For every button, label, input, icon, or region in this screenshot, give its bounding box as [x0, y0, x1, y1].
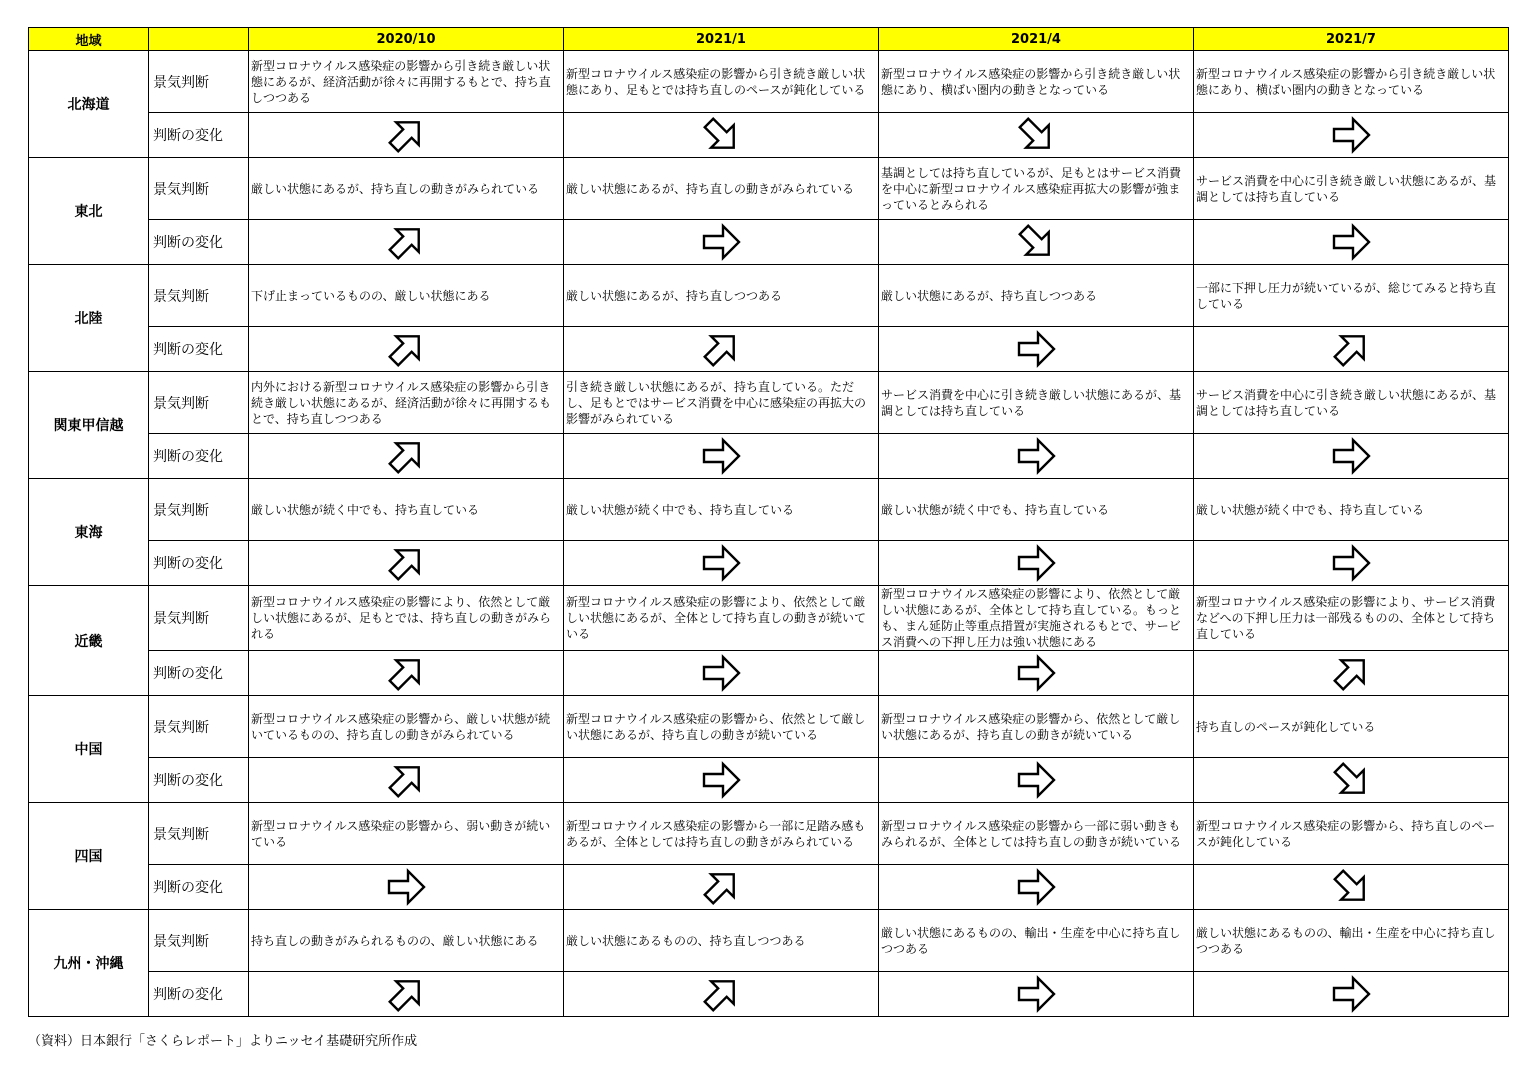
- arrow-up-right-icon: [699, 327, 743, 371]
- table-row: [29, 758, 1509, 803]
- arrow-up-right-icon: [699, 865, 743, 909]
- judgment-cell: 引き続き厳しい状態にあるが、持ち直している。ただし、足もとではサービス消費を中心に感染症の再拡大の影響がみられている: [564, 372, 879, 434]
- judgment-cell: 新型コロナウイルス感染症の影響から、弱い動きが続いている: [249, 803, 564, 865]
- arrow-up-right-icon: [699, 972, 743, 1016]
- judgment-cell: 新型コロナウイルス感染症の影響から、厳しい状態が続いているものの、持ち直しの動きがみられている: [249, 696, 564, 758]
- judgment-cell: 基調としては持ち直しているが、足もとはサービス消費を中心に新型コロナウイルス感染症再拡大の影響が強まっているとみられる: [879, 158, 1194, 220]
- change-cell: [564, 541, 879, 586]
- change-cell: [249, 220, 564, 265]
- change-cell: [879, 220, 1194, 265]
- regional-economy-table: [28, 27, 1509, 1017]
- arrow-right-icon: [1014, 541, 1058, 585]
- change-cell: [1194, 758, 1509, 803]
- judgment-cell: 新型コロナウイルス感染症の影響により、依然として厳しい状態にあるが、足もとでは、持ち直しの動きがみられる: [249, 586, 564, 651]
- change-cell: [564, 865, 879, 910]
- judgment-cell: 厳しい状態が続く中でも、持ち直している: [249, 479, 564, 541]
- arrow-right-icon: [699, 758, 743, 802]
- table-row: [29, 265, 1509, 327]
- region-name: 近畿: [29, 586, 149, 696]
- table-body: [29, 51, 1509, 1017]
- table-row: [29, 434, 1509, 479]
- change-cell: [879, 972, 1194, 1017]
- arrow-up-right-icon: [1329, 651, 1373, 695]
- judgment-label: 景気判断: [149, 586, 249, 651]
- arrow-up-right-icon: [384, 651, 428, 695]
- arrow-up-right-icon: [384, 758, 428, 802]
- judgment-cell: 厳しい状態にあるが、持ち直しつつある: [564, 265, 879, 327]
- arrow-right-icon: [699, 651, 743, 695]
- header-period: 2021/4: [879, 28, 1194, 51]
- change-label: 判断の変化: [149, 758, 249, 803]
- change-cell: [879, 651, 1194, 696]
- judgment-cell: 新型コロナウイルス感染症の影響から引き続き厳しい状態にあり、足もとでは持ち直しのペースが鈍化している: [564, 51, 879, 113]
- table-row: [29, 479, 1509, 541]
- change-cell: [249, 541, 564, 586]
- arrow-right-icon: [1329, 113, 1373, 157]
- change-cell: [879, 865, 1194, 910]
- arrow-up-right-icon: [384, 541, 428, 585]
- source-note: （資料）日本銀行「さくらレポート」よりニッセイ基礎研究所作成: [28, 1034, 418, 1049]
- table-row: [29, 651, 1509, 696]
- arrow-right-icon: [1014, 434, 1058, 478]
- judgment-cell: 新型コロナウイルス感染症の影響から引き続き厳しい状態にあるが、経済活動が徐々に再開するもとで、持ち直しつつある: [249, 51, 564, 113]
- change-cell: [879, 758, 1194, 803]
- judgment-cell: 新型コロナウイルス感染症の影響から、持ち直しのペースが鈍化している: [1194, 803, 1509, 865]
- change-label: 判断の変化: [149, 865, 249, 910]
- change-cell: [1194, 327, 1509, 372]
- report-container: [28, 27, 1509, 1017]
- arrow-down-right-icon: [1014, 220, 1058, 264]
- table-row: [29, 972, 1509, 1017]
- change-cell: [249, 972, 564, 1017]
- judgment-cell: 新型コロナウイルス感染症の影響により、依然として厳しい状態にあるが、全体として持ち直しの動きが続いている: [564, 586, 879, 651]
- change-cell: [249, 758, 564, 803]
- change-cell: [249, 327, 564, 372]
- arrow-right-icon: [1329, 972, 1373, 1016]
- judgment-cell: 厳しい状態が続く中でも、持ち直している: [564, 479, 879, 541]
- arrow-down-right-icon: [1329, 758, 1373, 802]
- judgment-cell: 厳しい状態にあるが、持ち直しの動きがみられている: [249, 158, 564, 220]
- table-row: [29, 910, 1509, 972]
- change-cell: [249, 434, 564, 479]
- table-row: [29, 113, 1509, 158]
- change-label: 判断の変化: [149, 113, 249, 158]
- change-label: 判断の変化: [149, 972, 249, 1017]
- change-label: 判断の変化: [149, 327, 249, 372]
- judgment-cell: 持ち直しのペースが鈍化している: [1194, 696, 1509, 758]
- table-row: [29, 158, 1509, 220]
- arrow-up-right-icon: [384, 434, 428, 478]
- region-name: 関東甲信越: [29, 372, 149, 479]
- header-period: 2021/1: [564, 28, 879, 51]
- arrow-right-icon: [1014, 865, 1058, 909]
- arrow-up-right-icon: [1329, 327, 1373, 371]
- table-row: [29, 586, 1509, 651]
- judgment-label: 景気判断: [149, 158, 249, 220]
- judgment-cell: 厳しい状態が続く中でも、持ち直している: [879, 479, 1194, 541]
- arrow-up-right-icon: [384, 220, 428, 264]
- arrow-right-icon: [1329, 220, 1373, 264]
- change-cell: [1194, 651, 1509, 696]
- change-cell: [1194, 541, 1509, 586]
- header-row: [29, 28, 1509, 51]
- arrow-right-icon: [1329, 541, 1373, 585]
- header-blank: [149, 28, 249, 51]
- judgment-label: 景気判断: [149, 479, 249, 541]
- change-cell: [1194, 113, 1509, 158]
- change-cell: [564, 220, 879, 265]
- arrow-up-right-icon: [384, 972, 428, 1016]
- region-name: 中国: [29, 696, 149, 803]
- change-cell: [879, 541, 1194, 586]
- judgment-cell: サービス消費を中心に引き続き厳しい状態にあるが、基調としては持ち直している: [1194, 158, 1509, 220]
- table-row: [29, 220, 1509, 265]
- change-cell: [1194, 434, 1509, 479]
- judgment-cell: 厳しい状態にあるが、持ち直しつつある: [879, 265, 1194, 327]
- judgment-cell: 新型コロナウイルス感染症の影響により、依然として厳しい状態にあるが、全体として持ち直している。もっとも、まん延防止等重点措置が実施されるもとで、サービス消費への下押し圧力は強い状態にある: [879, 586, 1194, 651]
- change-cell: [879, 327, 1194, 372]
- region-name: 九州・沖縄: [29, 910, 149, 1017]
- header-region: 地域: [29, 28, 149, 51]
- arrow-down-right-icon: [699, 113, 743, 157]
- arrow-right-icon: [1014, 651, 1058, 695]
- judgment-cell: サービス消費を中心に引き続き厳しい状態にあるが、基調としては持ち直している: [879, 372, 1194, 434]
- judgment-cell: 下げ止まっているものの、厳しい状態にある: [249, 265, 564, 327]
- table-row: [29, 803, 1509, 865]
- change-label: 判断の変化: [149, 541, 249, 586]
- judgment-label: 景気判断: [149, 372, 249, 434]
- header-period: 2020/10: [249, 28, 564, 51]
- arrow-up-right-icon: [384, 327, 428, 371]
- arrow-right-icon: [384, 865, 428, 909]
- judgment-cell: 新型コロナウイルス感染症の影響から引き続き厳しい状態にあり、横ばい圏内の動きとなっている: [1194, 51, 1509, 113]
- change-cell: [879, 434, 1194, 479]
- region-name: 東北: [29, 158, 149, 265]
- change-label: 判断の変化: [149, 651, 249, 696]
- table-row: [29, 541, 1509, 586]
- arrow-right-icon: [1014, 327, 1058, 371]
- arrow-down-right-icon: [1014, 113, 1058, 157]
- change-label: 判断の変化: [149, 220, 249, 265]
- arrow-right-icon: [1329, 434, 1373, 478]
- judgment-cell: 厳しい状態にあるものの、輸出・生産を中心に持ち直しつつある: [1194, 910, 1509, 972]
- judgment-label: 景気判断: [149, 803, 249, 865]
- judgment-cell: 一部に下押し圧力が続いているが、総じてみると持ち直している: [1194, 265, 1509, 327]
- change-cell: [564, 758, 879, 803]
- region-name: 北陸: [29, 265, 149, 372]
- arrow-down-right-icon: [1329, 865, 1373, 909]
- change-label: 判断の変化: [149, 434, 249, 479]
- change-cell: [564, 113, 879, 158]
- judgment-cell: 新型コロナウイルス感染症の影響により、サービス消費などへの下押し圧力は一部残るものの、全体として持ち直している: [1194, 586, 1509, 651]
- judgment-cell: 新型コロナウイルス感染症の影響から一部に弱い動きもみられるが、全体としては持ち直しの動きが続いている: [879, 803, 1194, 865]
- change-cell: [1194, 220, 1509, 265]
- judgment-label: 景気判断: [149, 696, 249, 758]
- arrow-up-right-icon: [384, 113, 428, 157]
- table-row: [29, 327, 1509, 372]
- arrow-right-icon: [699, 220, 743, 264]
- change-cell: [879, 113, 1194, 158]
- judgment-cell: 厳しい状態にあるが、持ち直しの動きがみられている: [564, 158, 879, 220]
- table-row: [29, 696, 1509, 758]
- change-cell: [564, 651, 879, 696]
- table-row: [29, 865, 1509, 910]
- header-period: 2021/7: [1194, 28, 1509, 51]
- change-cell: [249, 651, 564, 696]
- change-cell: [1194, 972, 1509, 1017]
- judgment-cell: サービス消費を中心に引き続き厳しい状態にあるが、基調としては持ち直している: [1194, 372, 1509, 434]
- region-name: 北海道: [29, 51, 149, 158]
- judgment-cell: 新型コロナウイルス感染症の影響から引き続き厳しい状態にあり、横ばい圏内の動きとなっている: [879, 51, 1194, 113]
- judgment-cell: 持ち直しの動きがみられるものの、厳しい状態にある: [249, 910, 564, 972]
- judgment-label: 景気判断: [149, 265, 249, 327]
- change-cell: [564, 434, 879, 479]
- arrow-right-icon: [699, 541, 743, 585]
- judgment-cell: 新型コロナウイルス感染症の影響から一部に足踏み感もあるが、全体としては持ち直しの動きがみられている: [564, 803, 879, 865]
- region-name: 四国: [29, 803, 149, 910]
- arrow-right-icon: [699, 434, 743, 478]
- change-cell: [564, 327, 879, 372]
- change-cell: [1194, 865, 1509, 910]
- judgment-cell: 新型コロナウイルス感染症の影響から、依然として厳しい状態にあるが、持ち直しの動きが続いている: [879, 696, 1194, 758]
- table-row: [29, 372, 1509, 434]
- judgment-cell: 新型コロナウイルス感染症の影響から、依然として厳しい状態にあるが、持ち直しの動きが続いている: [564, 696, 879, 758]
- change-cell: [249, 865, 564, 910]
- change-cell: [564, 972, 879, 1017]
- table-row: [29, 51, 1509, 113]
- judgment-cell: 内外における新型コロナウイルス感染症の影響から引き続き厳しい状態にあるが、経済活動が徐々に再開するもとで、持ち直しつつある: [249, 372, 564, 434]
- change-cell: [249, 113, 564, 158]
- judgment-label: 景気判断: [149, 910, 249, 972]
- judgment-cell: 厳しい状態にあるものの、輸出・生産を中心に持ち直しつつある: [879, 910, 1194, 972]
- arrow-right-icon: [1014, 972, 1058, 1016]
- judgment-cell: 厳しい状態にあるものの、持ち直しつつある: [564, 910, 879, 972]
- judgment-label: 景気判断: [149, 51, 249, 113]
- judgment-cell: 厳しい状態が続く中でも、持ち直している: [1194, 479, 1509, 541]
- region-name: 東海: [29, 479, 149, 586]
- arrow-right-icon: [1014, 758, 1058, 802]
